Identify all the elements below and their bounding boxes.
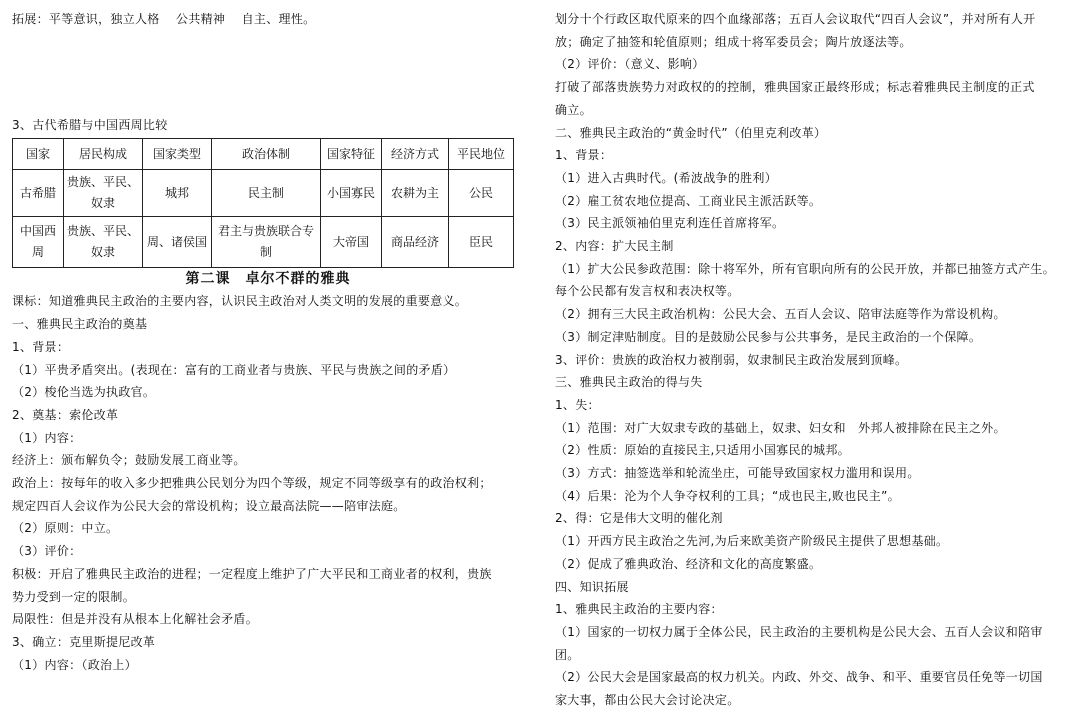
text-line: 课标：知道雅典民主政治的主要内容，认识民主政治对人类文明的发展的重要意义。: [12, 294, 468, 309]
text-line: （1）扩大公民参政范围：除十将军外，所有官职向所有的公民开放，并都已抽签方式产生。: [555, 261, 1055, 276]
text-line: （1）内容：（政治上）: [12, 657, 137, 672]
table-header-cell: 国家: [13, 139, 64, 170]
text-line: 规定四百人会议作为公民大会的常设机构；设立最高法院——陪审法庭。: [12, 498, 406, 513]
text-line: （1）进入古典时代。(希波战争的胜利）: [555, 170, 778, 185]
text-line: （4）后果：沦为个人争夺权利的工具；“成也民主,败也民主”。: [555, 488, 900, 503]
table-cell: 周、诸侯国: [143, 217, 212, 268]
table-cell: 贵族、平民、奴隶: [64, 170, 143, 217]
table-header-cell: 平民地位: [449, 139, 514, 170]
comparison-table: [12, 138, 514, 268]
table-cell: 古希腊: [13, 170, 64, 217]
text-line: 1、背景：: [555, 148, 613, 163]
table-row: [13, 170, 514, 217]
text-line: （2）性质：原始的直接民主,只适用小国寡民的城邦。: [555, 443, 850, 458]
text-line: 1、背景：: [12, 339, 70, 354]
text-line: （2）评价：（意义、影响）: [555, 57, 705, 72]
text-line: 二、雅典民主政治的“黄金时代”（伯里克利改革）: [555, 125, 827, 140]
table-cell: 君主与贵族联合专制: [212, 217, 321, 268]
text-line: 一、雅典民主政治的奠基: [12, 317, 148, 332]
text-line: （3）方式：抽签选举和轮流坐庄，可能导致国家权力滥用和误用。: [555, 466, 920, 481]
text-line: （1）平贵矛盾突出。(表现在：富有的工商业者与贵族、平民与贵族之间的矛盾）: [12, 362, 456, 377]
text-line: 四、知识拓展: [555, 579, 629, 594]
table-heading: 3、古代希腊与中国西周比较: [12, 117, 168, 132]
table-header-cell: 国家特征: [321, 139, 382, 170]
text-line: （2）原则：中立。: [12, 521, 119, 536]
text-line: （2）雇工贫农地位提高、工商业民主派活跃等。: [555, 193, 822, 208]
table-row: [13, 217, 514, 268]
table-header-cell: 国家类型: [143, 139, 212, 170]
text-line: （2）梭伦当选为执政官。: [12, 385, 156, 400]
text-line: 经济上：颁布解负令；鼓励发展工商业等。: [12, 453, 246, 468]
text-line: 政治上：按每年的收入多少把雅典公民划分为四个等级，规定不同等级享有的政治权利；: [12, 476, 492, 491]
left-text-body: [12, 290, 524, 676]
text-line: 2、内容：扩大民主制: [555, 239, 674, 254]
text-line: （3）民主派领袖伯里克利连任首席将军。: [555, 216, 785, 231]
table-header-cell: 居民构成: [64, 139, 143, 170]
text-line: 2、奠基：索伦改革: [12, 407, 119, 422]
text-line: （3）制定津贴制度。目的是鼓励公民参与公共事务，是民主政治的一个保障。: [555, 329, 982, 344]
table-cell: 大帝国: [321, 217, 382, 268]
text-line: （1）范围：对广大奴隶专政的基础上，奴隶、妇女和 外邦人被排除在民主之外。: [555, 420, 1006, 435]
table-cell: 农耕为主: [382, 170, 449, 217]
lesson-title: 第二课 卓尔不群的雅典: [185, 271, 351, 288]
right-column: [555, 0, 1073, 712]
text-line: （3）评价：: [12, 544, 82, 559]
text-line: 确立。: [555, 102, 592, 117]
table-header-cell: 经济方式: [382, 139, 449, 170]
text-line: 团。: [555, 647, 580, 662]
table-cell: 城邦: [143, 170, 212, 217]
text-line: 势力受到一定的限制。: [12, 589, 136, 604]
text-line: （2）拥有三大民主政治机构：公民大会、五百人会议、陪审法庭等作为常设机构。: [555, 307, 1006, 322]
text-line: （1）内容：: [12, 430, 82, 445]
table-cell: 商品经济: [382, 217, 449, 268]
text-line: 1、雅典民主政治的主要内容：: [555, 602, 723, 617]
table-header-row: [13, 139, 514, 170]
table-cell: 民主制: [212, 170, 321, 217]
text-line: 每个公民都有发言权和表决权等。: [555, 284, 740, 299]
text-line: （1）开西方民主政治之先河,为后来欧美资产阶级民主提供了思想基础。: [555, 534, 949, 549]
text-line: 3、确立：克里斯提尼改革: [12, 634, 156, 649]
text-line: 家大事，都由公民大会讨论决定。: [555, 693, 740, 708]
text-line: 局限性：但是并没有从根本上化解社会矛盾。: [12, 612, 259, 627]
table-cell: 公民: [449, 170, 514, 217]
table-cell: 小国寡民: [321, 170, 382, 217]
text-line: （2）公民大会是国家最高的权力机关。内政、外交、战争、和平、重要官员任免等一切国: [555, 670, 1043, 685]
blank-space: [12, 31, 524, 114]
text-line: 打破了部落贵族势力对政权的的控制，雅典国家正最终形成；标志着雅典民主制度的正式: [555, 80, 1035, 95]
text-line: 1、失：: [555, 397, 600, 412]
text-line: 3、评价：贵族的政治权力被削弱，奴隶制民主政治发展到顶峰。: [555, 352, 908, 367]
text-line: 放；确定了抽签和轮值原则；组成十将军委员会；陶片放逐法等。: [555, 34, 912, 49]
text-line: 2、得：它是伟大文明的催化剂: [555, 511, 723, 526]
table-header-cell: 政治体制: [212, 139, 321, 170]
table-cell: 中国西周: [13, 217, 64, 268]
text-line: （2）促成了雅典政治、经济和文化的高度繁盛。: [555, 556, 822, 571]
text-line: 积极：开启了雅典民主政治的进程；一定程度上维护了广大平民和工商业者的权利，贵族: [12, 566, 492, 581]
text-line: （1）国家的一切权力属于全体公民，民主政治的主要机构是公民大会、五百人会议和陪审: [555, 624, 1043, 639]
right-text-body: [555, 0, 1073, 712]
text-line: 三、雅典民主政治的得与失: [555, 375, 703, 390]
text-line: 划分十个行政区取代原来的四个血缘部落；五百人会议取代“四百人会议”，并对所有人开: [555, 12, 1036, 26]
left-column: [12, 0, 524, 676]
table-cell: 臣民: [449, 217, 514, 268]
expansion-line: 拓展：平等意识，独立人格 公共精神 自主、理性。: [12, 12, 316, 26]
table-cell: 贵族、平民、奴隶: [64, 217, 143, 268]
